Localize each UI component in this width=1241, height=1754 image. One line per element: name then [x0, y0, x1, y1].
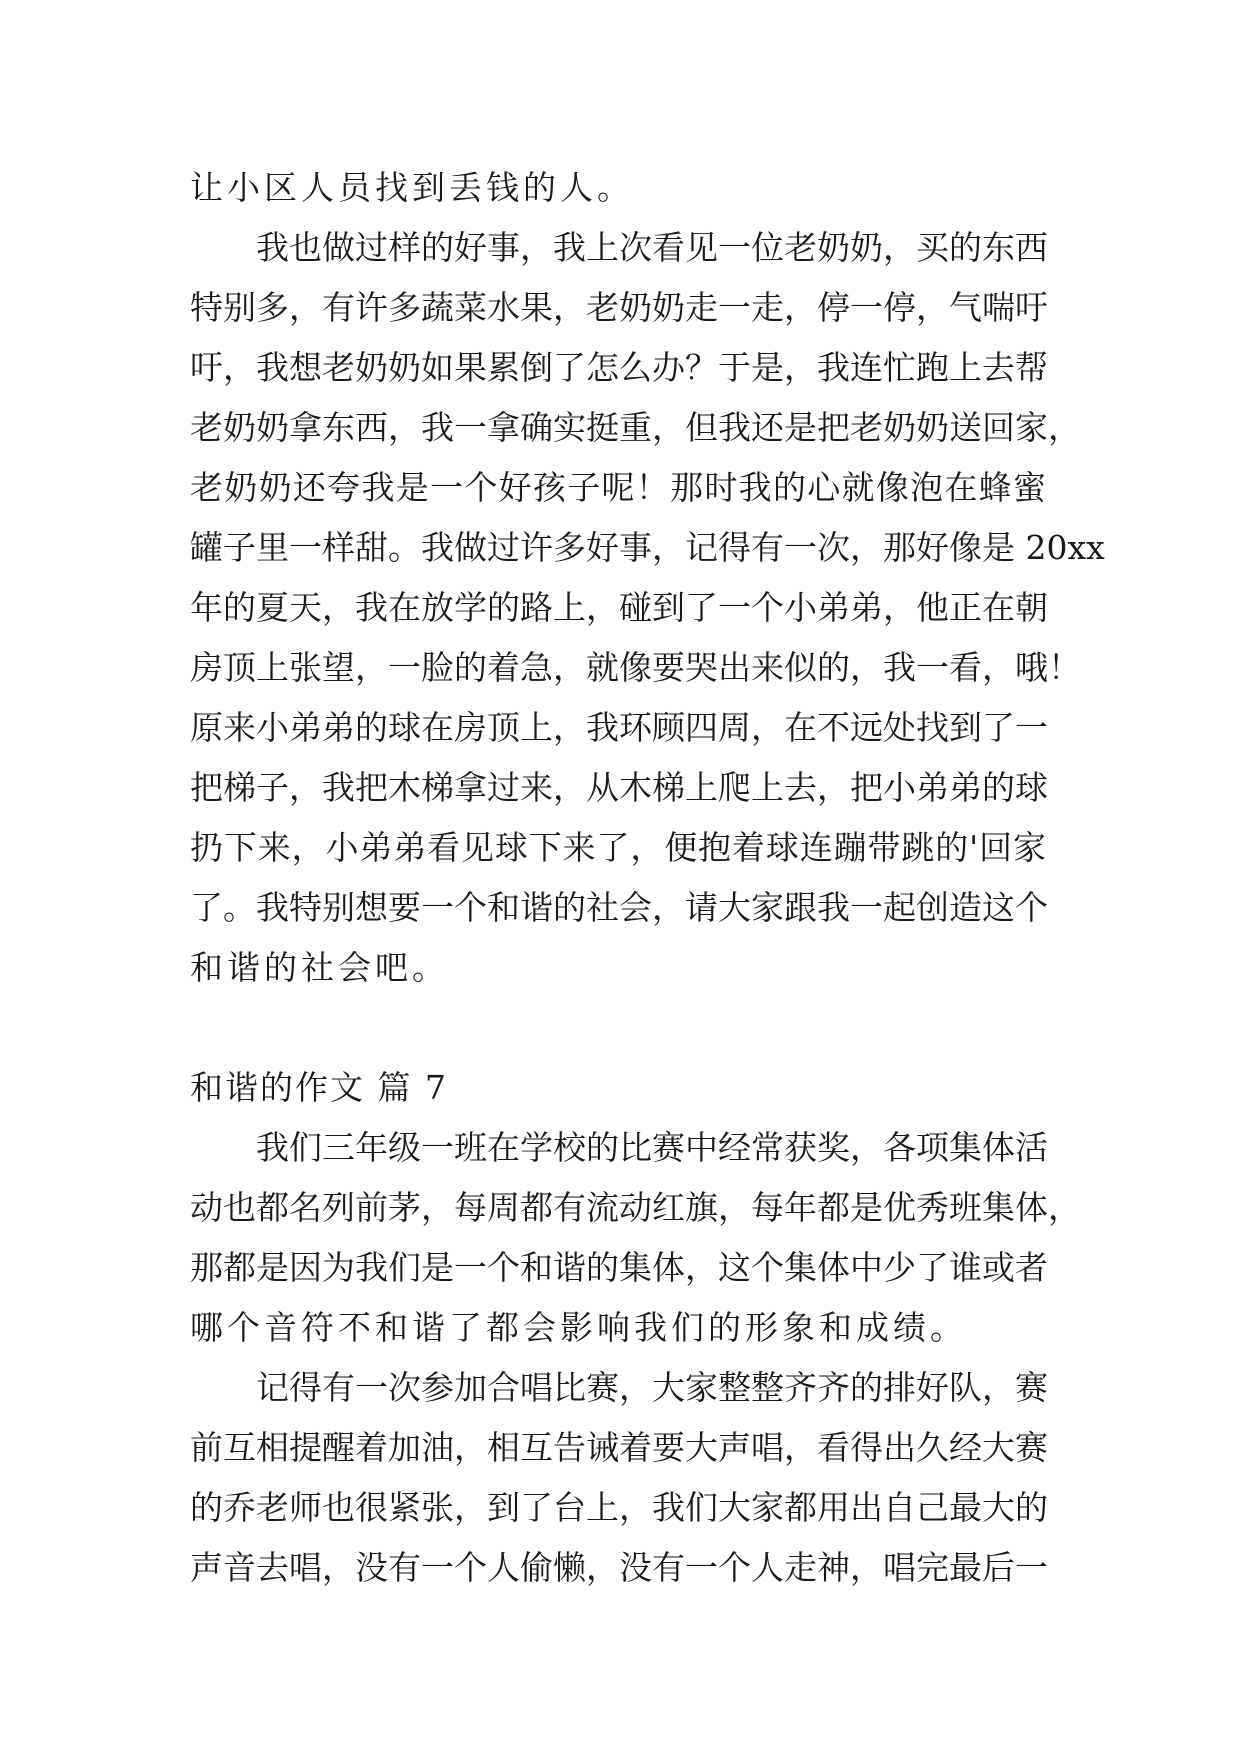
paragraph-continuation: 让小区人员找到丢钱的人。 — [190, 168, 634, 207]
paragraph-line: 房顶上张望，一脸的着急，就像要哭出来似的，我一看，哦！ — [190, 648, 1081, 687]
paragraph-line: 前互相提醒着加油，相互告诫着要大声唱，看得出久经大赛 — [190, 1428, 1048, 1467]
paragraph-line: 的乔老师也很紧张，到了台上，我们大家都用出自己最大的 — [190, 1488, 1048, 1527]
paragraph-line: 原来小弟弟的球在房顶上，我环顾四周，在不远处找到了一 — [190, 708, 1048, 747]
paragraph-line: 那都是因为我们是一个和谐的集体，这个集体中少了谁或者 — [190, 1248, 1048, 1287]
paragraph-line: 老奶奶还夸我是一个好孩子呢！那时我的心就像泡在蜂蜜 — [190, 468, 1046, 507]
paragraph-line: 哪个音符不和谐了都会影响我们的形象和成绩。 — [190, 1308, 967, 1347]
paragraph-line: 把梯子，我把木梯拿过来，从木梯上爬上去，把小弟弟的球 — [190, 768, 1048, 807]
paragraph-line: 吁，我想老奶奶如果累倒了怎么办？于是，我连忙跑上去帮 — [190, 348, 1048, 387]
paragraph-line: 动也都名列前茅，每周都有流动红旗，每年都是优秀班集体， — [190, 1188, 1081, 1227]
paragraph-line: 我也做过样的好事，我上次看见一位老奶奶，买的东西 — [256, 228, 1048, 267]
paragraph-line: 老奶奶拿东西，我一拿确实挺重，但我还是把老奶奶送回家， — [190, 408, 1081, 447]
paragraph-line: 年的夏天，我在放学的路上，碰到了一个小弟弟，他正在朝 — [190, 588, 1048, 627]
paragraph-line: 声音去唱，没有一个人偷懒，没有一个人走神，唱完最后一 — [190, 1548, 1048, 1587]
paragraph-line: 罐子里一样甜。我做过许多好事，记得有一次，那好像是 20xx — [190, 528, 1105, 567]
paragraph-line: 我们三年级一班在学校的比赛中经常获奖，各项集体活 — [256, 1128, 1048, 1167]
paragraph-line: 记得有一次参加合唱比赛，大家整整齐齐的排好队，赛 — [256, 1368, 1048, 1407]
paragraph-line: 了。我特别想要一个和谐的社会，请大家跟我一起创造这个 — [190, 888, 1048, 927]
section-heading: 和谐的作文 篇 7 — [190, 1068, 448, 1107]
paragraph-line: 特别多，有许多蔬菜水果，老奶奶走一走，停一停，气喘吁 — [190, 288, 1048, 327]
paragraph-line: 和谐的社会吧。 — [190, 948, 449, 987]
paragraph-line: 扔下来，小弟弟看见球下来了，便抱着球连蹦带跳的'回家 — [190, 828, 1046, 867]
